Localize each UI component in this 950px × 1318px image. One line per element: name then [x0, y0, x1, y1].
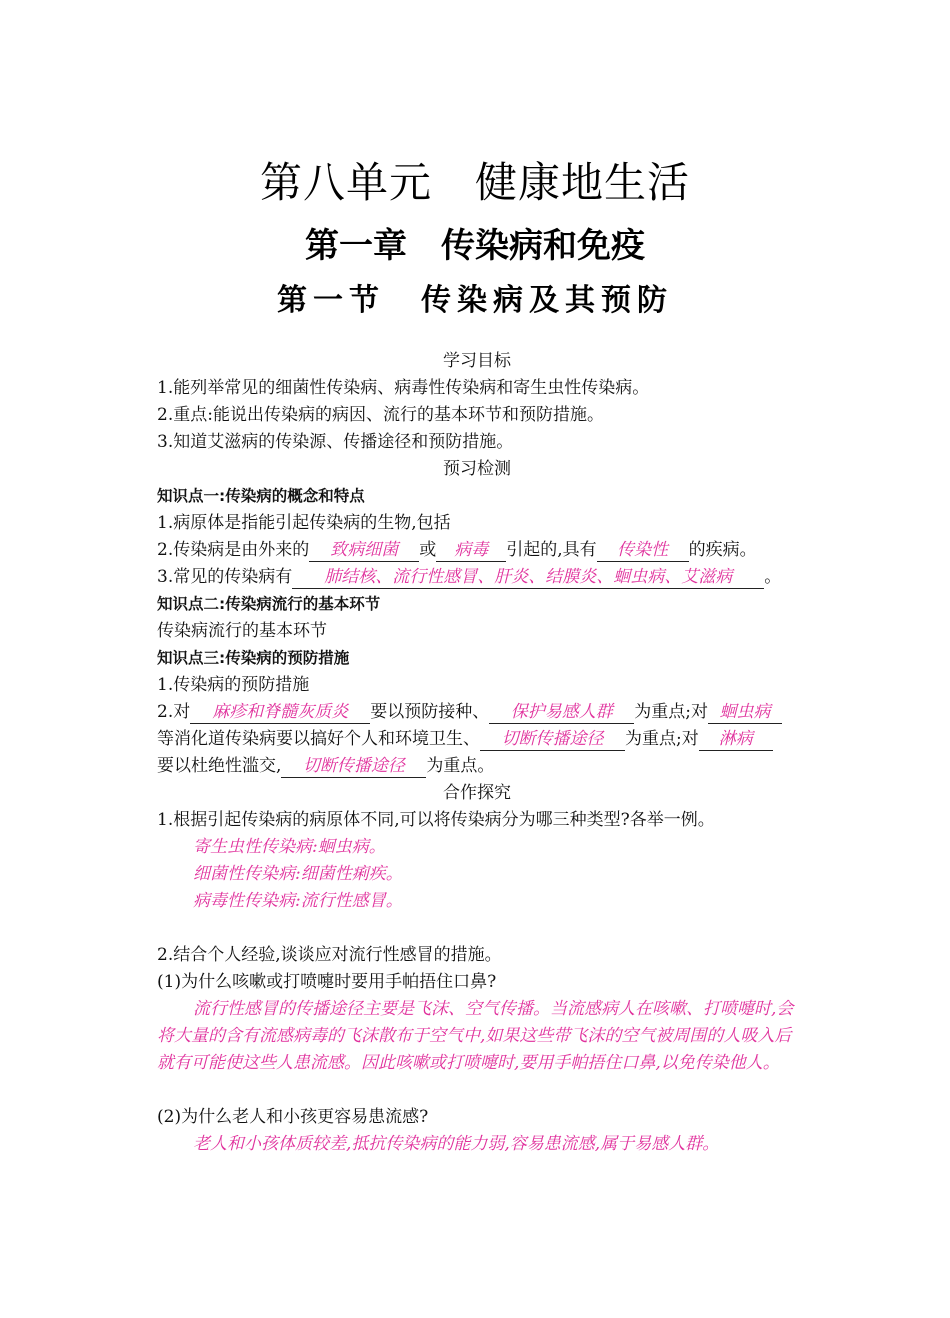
unit-title: 第八单元 健康地生活	[259, 158, 690, 207]
goal-item: 1.能列举常见的细菌性传染病、病毒性传染病和寄生虫性传染病。	[157, 378, 650, 398]
answer-blank: 病毒	[436, 539, 506, 562]
goal-item: 2.重点:能说出传染病的病因、流行的基本环节和预防措施。	[157, 405, 604, 425]
answer-blank: 切断传播途径	[480, 728, 625, 751]
answer-blank: 麻疹和脊髓灰质炎	[190, 701, 370, 724]
answer-blank: 致病细菌	[309, 539, 419, 562]
text-line: 传染病流行的基本环节	[157, 621, 327, 641]
knowledge-point-title: 知识点三:传染病的预防措施	[157, 649, 350, 667]
knowledge-point-title: 知识点二:传染病流行的基本环节	[157, 595, 381, 613]
answer-blank: 肺结核、流行性感冒、肝炎、结膜炎、蛔虫病、艾滋病	[292, 566, 764, 589]
answer-line: 寄生虫性传染病:蛔虫病。	[193, 837, 386, 857]
fill-line: 2.对 麻疹和脊髓灰质炎 要以预防接种、 保护易感人群 为重点;对 蛔虫病	[157, 699, 797, 726]
fill-line: 等消化道传染病要以搞好个人和环境卫生、 切断传播途径 为重点;对 淋病	[157, 726, 797, 753]
answer-line: 病毒性传染病:流行性感冒。	[193, 891, 403, 911]
document-body	[157, 348, 797, 1158]
answer-blank: 蛔虫病	[708, 701, 782, 724]
text-line: 1.病原体是指能引起传染病的生物,包括	[157, 513, 451, 533]
spacer	[157, 915, 797, 942]
section-title: 第一节 传染病及其预防	[277, 283, 673, 318]
answer-blank: 切断传播途径	[281, 755, 426, 778]
answer-blank: 保护易感人群	[489, 701, 634, 724]
sub-question: (1)为什么咳嗽或打喷嚏时要用手帕捂住口鼻?	[157, 972, 497, 992]
goal-item: 3.知道艾滋病的传染源、传播途径和预防措施。	[157, 432, 514, 452]
sub-question: (2)为什么老人和小孩更容易患流感?	[157, 1107, 429, 1127]
chapter-title: 第一章 传染病和免疫	[305, 226, 645, 266]
knowledge-point-title: 知识点一:传染病的概念和特点	[157, 487, 365, 505]
cooperate-heading: 合作探究	[443, 783, 511, 803]
question: 2.结合个人经验,谈谈应对流行性感冒的措施。	[157, 945, 502, 965]
fill-line: 3.常见的传染病有 肺结核、流行性感冒、肝炎、结膜炎、蛔虫病、艾滋病 。	[157, 567, 782, 587]
fill-line: 2.传染病是由外来的 致病细菌 或 病毒 引起的,具有 传染性 的疾病。	[157, 540, 757, 560]
spacer	[157, 1077, 797, 1104]
preview-heading: 预习检测	[443, 459, 511, 479]
text-line: 1.传染病的预防措施	[157, 675, 310, 695]
answer-line: 老人和小孩体质较差,抵抗传染病的能力弱,容易患流感,属于易感人群。	[193, 1134, 720, 1154]
answer-paragraph: 流行性感冒的传播途径主要是飞沫、空气传播。当流感病人在咳嗽、打喷嚏时,会将大量的含有流感病毒的飞沫散布于空气中,如果这些带飞沫的空气被周围的人吸入后就有可能使这些人患流感。因此咳嗽或打喷嚏时,要用手帕捂住口鼻,以免传染他人。	[157, 999, 794, 1073]
answer-blank: 淋病	[699, 728, 773, 751]
answer-blank: 传染性	[597, 539, 689, 562]
fill-line: 要以杜绝性滥交, 切断传播途径 为重点。	[157, 756, 495, 776]
goals-heading: 学习目标	[443, 351, 511, 371]
question: 1.根据引起传染病的病原体不同,可以将传染病分为哪三种类型?各举一例。	[157, 810, 715, 830]
answer-line: 细菌性传染病:细菌性痢疾。	[193, 864, 403, 884]
